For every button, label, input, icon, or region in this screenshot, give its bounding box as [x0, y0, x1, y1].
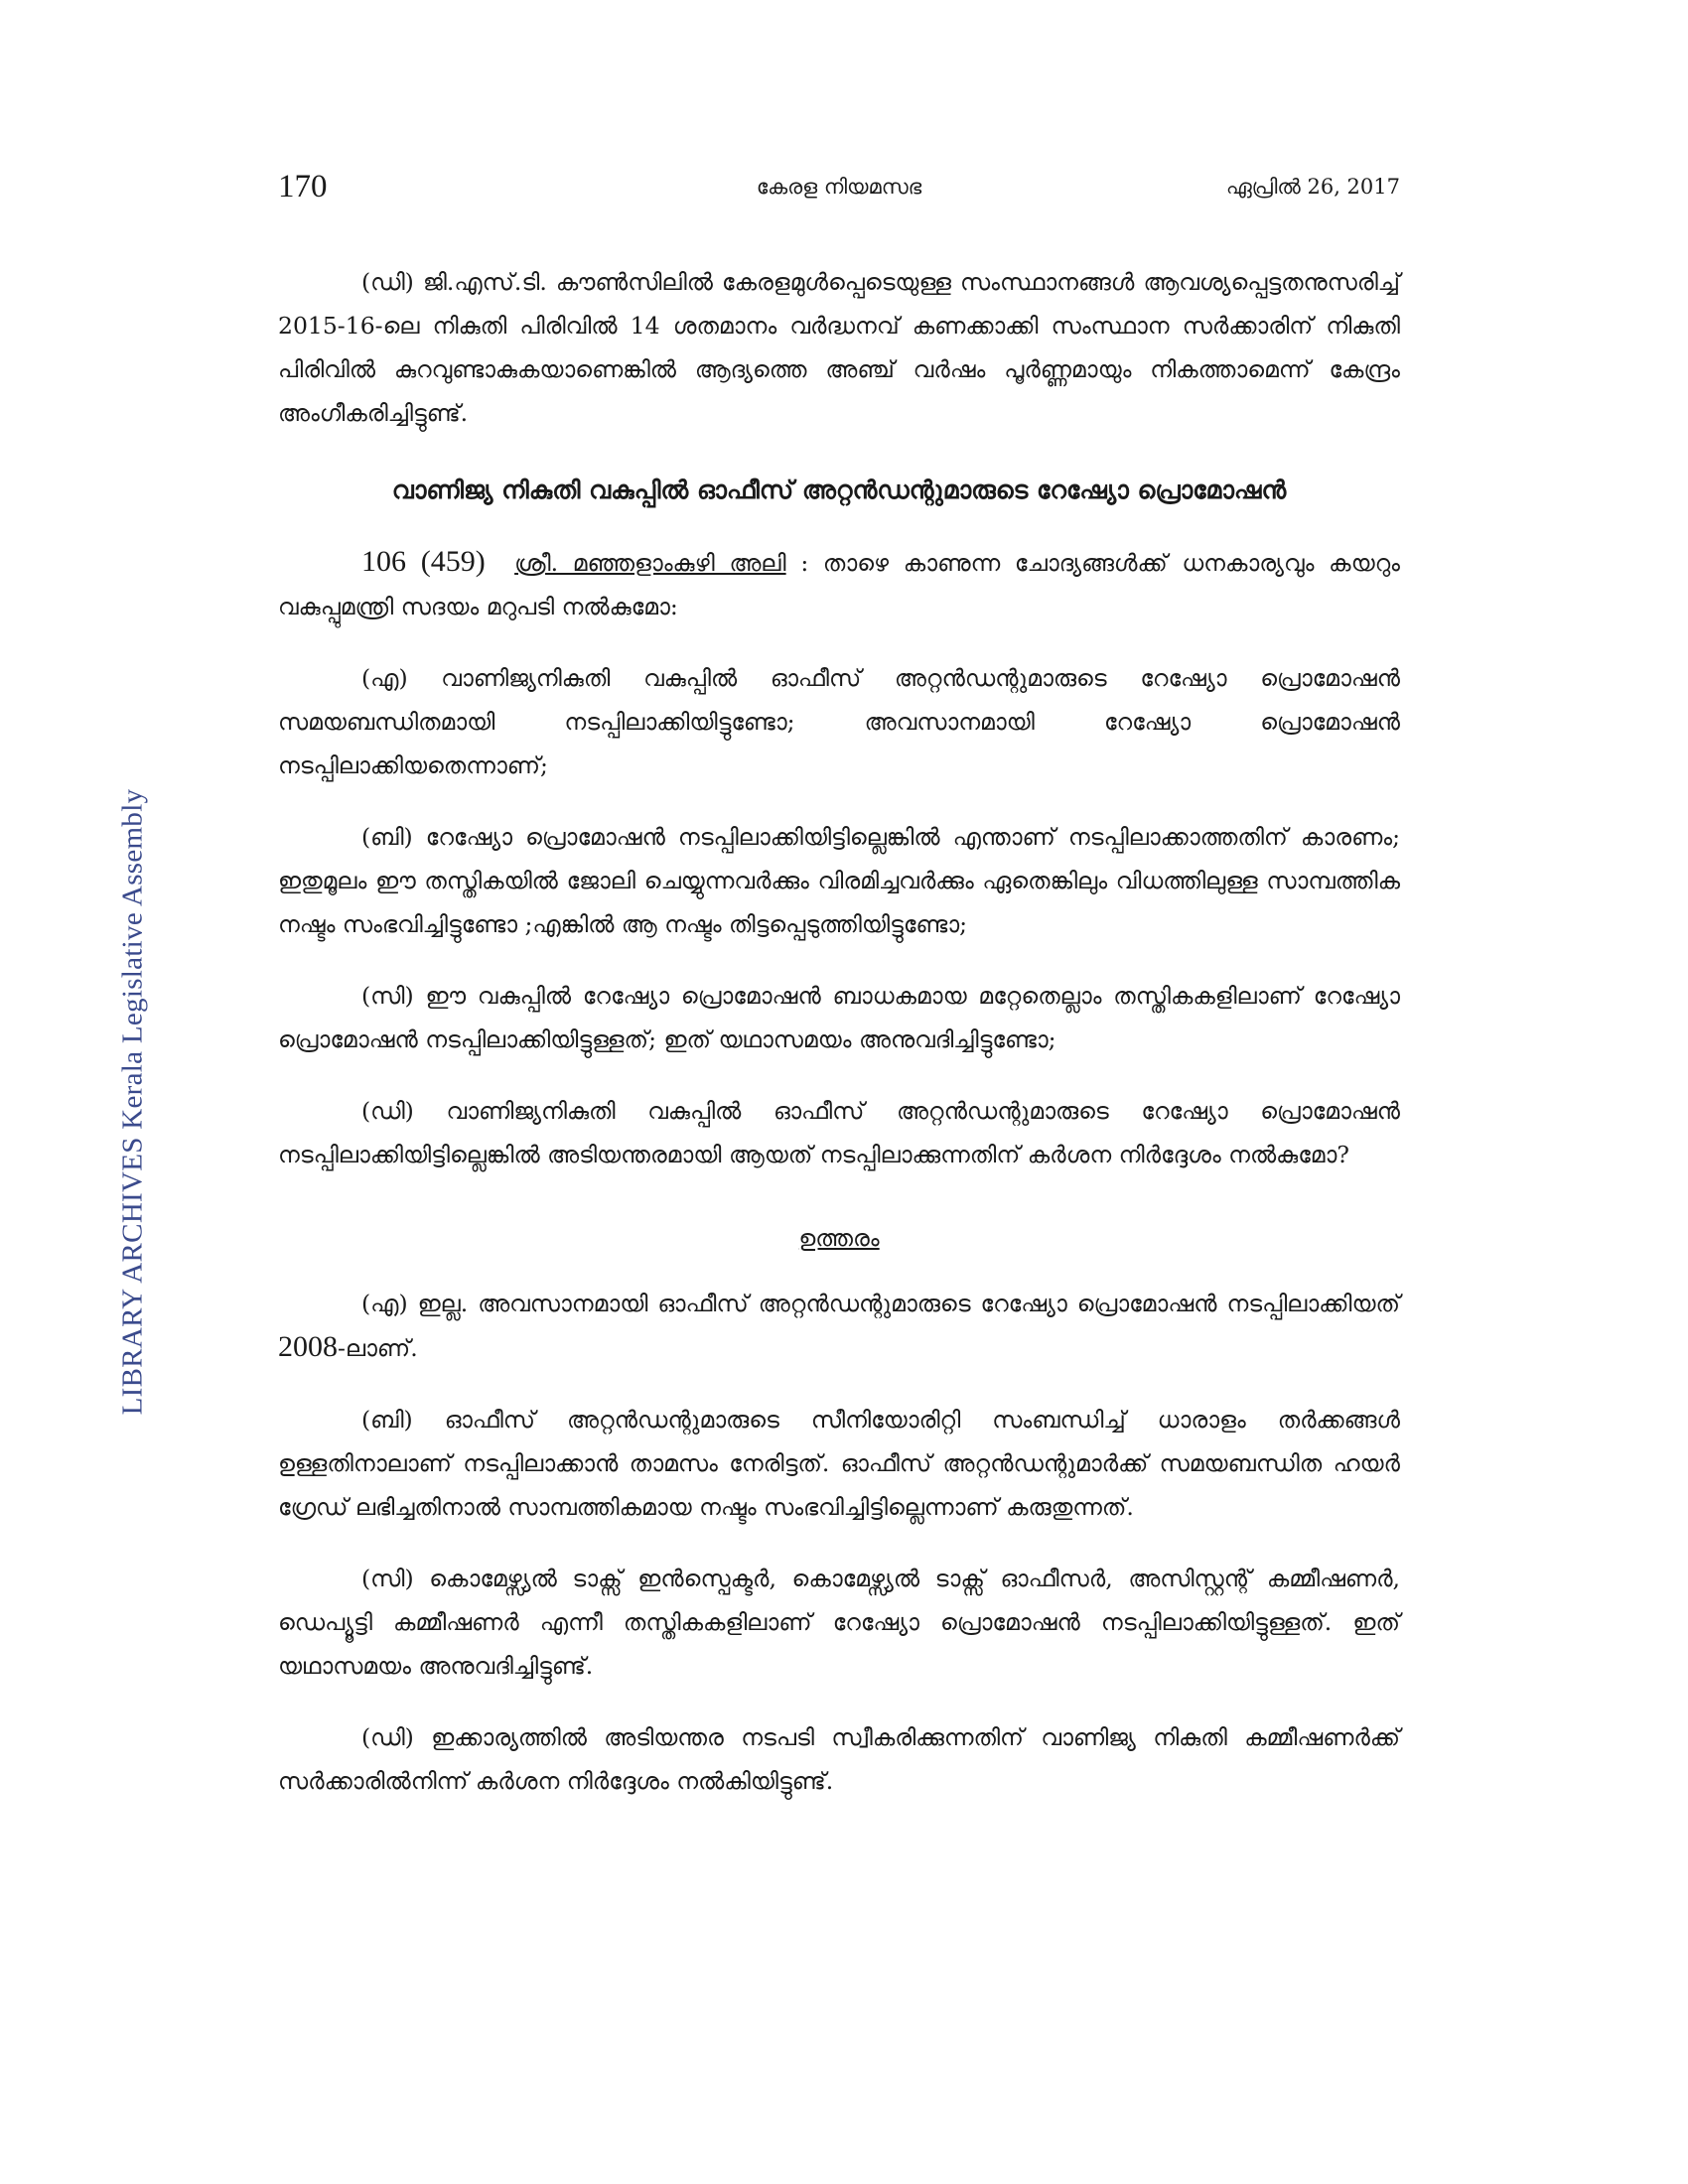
previous-answer-d: (ഡി) ജി.എസ്.ടി. കൗൺസിലിൽ കേരളമുൾപ്പെടെയുള്ള സംസ്ഥാനങ്ങൾ ആവശ്യപ്പെട്ടതനുസരിച്ച് 2015-16-ലെ നികുതി പിരിവിൽ 14 ശതമാനം വർദ്ധനവ് കണക്കാക്കി സംസ്ഥാന സർക്കാരിന് നികുതി പിരിവിൽ കുറവുണ്ടാകുകയാണെങ്കിൽ ആദ്യത്തെ അഞ്ച് വർഷം പൂർണ്ണമായും നികത്താമെന്ന് കേന്ദ്രം അംഗീകരിച്ചിട്ടുണ്ട്.: [278, 268, 1400, 427]
page-number: 170: [278, 169, 328, 205]
answer-d: (ഡി) ഇക്കാര്യത്തിൽ അടിയന്തര നടപടി സ്വീകരിക്കുന്നതിന് വാണിജ്യ നികുതി കമ്മീഷണർക്ക് സർക്കാരിൽനിന്ന് കർശന നിർദ്ദേശം നൽകിയിട്ടുണ്ട്.: [278, 1723, 1400, 1795]
running-title: കേരള നിയമസഭ: [756, 175, 922, 199]
question-number: 106 (459): [361, 545, 486, 578]
answer-a-text: (എ) ഇല്ല. അവസാനമായി ഓഫീസ് അറ്റൻഡന്റുമാരുടെ റേഷ്യോ പ്രൊമോഷൻ നടപ്പിലാക്കിയത്: [361, 1290, 1400, 1317]
member-name: ശ്രീ. മഞ്ഞളാംകുഴി അലി: [514, 549, 786, 577]
answer-a-year: 2008: [278, 1330, 338, 1363]
answer-heading: [278, 1216, 1400, 1260]
answer-b: (ബി) ഓഫീസ് അറ്റൻഡന്റുമാരുടെ സീനിയോരിറ്റി സംബന്ധിച്ച് ധാരാളം തർക്കങ്ങൾ ഉള്ളതിനാലാണ് നടപ്പിലാക്കാൻ താമസം നേരിട്ടത്. ഓഫീസ് അറ്റൻഡന്റുമാർക്ക് സമയബന്ധിത ഹയർ ഗ്രേഡ് ലഭിച്ചതിനാൽ സാമ്പത്തികമായ നഷ്ടം സംഭവിച്ചിട്ടില്ലെന്നാണ് കരുതുന്നത്.: [278, 1406, 1400, 1521]
question-c: (സി) ഈ വകുപ്പിൽ റേഷ്യോ പ്രൊമോഷൻ ബാധകമായ മറ്റേതെല്ലാം തസ്തികകളിലാണ് റേഷ്യോ പ്രൊമോഷൻ നടപ്പിലാക്കിയിട്ടുള്ളത്; ഇത് യഥാസമയം അനുവദിച്ചിട്ടുണ്ടോ;: [278, 982, 1400, 1053]
answer-heading-text: ഉത്തരം: [798, 1224, 880, 1252]
question-d: (ഡി) വാണിജ്യനികുതി വകുപ്പിൽ ഓഫീസ് അറ്റൻഡന്റുമാരുടെ റേഷ്യോ പ്രൊമോഷൻ നടപ്പിലാക്കിയിട്ടില്ലെങ്കിൽ അടിയന്തരമായി ആയത് നടപ്പിലാക്കുന്നതിന് കർശന നിർദ്ദേശം നൽകുമോ?: [278, 1097, 1400, 1168]
section-title: വാണിജ്യ നികുതി വകുപ്പിൽ ഓഫീസ് അറ്റൻഡന്റുമാരുടെ റേഷ്യോ പ്രൊമോഷൻ: [391, 476, 1287, 504]
question-intro: [278, 540, 1400, 628]
question-b: (ബി) റേഷ്യോ പ്രൊമോഷൻ നടപ്പിലാക്കിയിട്ടില്ലെങ്കിൽ എന്താണ് നടപ്പിലാക്കാത്തതിന് കാരണം; ഇതുമൂലം ഈ തസ്തികയിൽ ജോലി ചെയ്യുന്നവർക്കും വിരമിച്ചവർക്കും ഏതെങ്കിലും വിധത്തിലുള്ള സാമ്പത്തിക നഷ്ടം സംഭവിച്ചിട്ടുണ്ടോ ;എങ്കിൽ ആ നഷ്ടം തിട്ടപ്പെടുത്തിയിട്ടുണ്ടോ;: [278, 823, 1400, 938]
archive-watermark: LIBRARY ARCHIVES Kerala Legislative Assembly: [116, 788, 149, 1416]
page-body: [278, 260, 1400, 1831]
answer-a-suffix: -ലാണ്.: [338, 1334, 418, 1362]
question-a: (എ) വാണിജ്യനികുതി വകുപ്പിൽ ഓഫീസ് അറ്റൻഡന്റുമാരുടെ റേഷ്യോ പ്രൊമോഷൻ സമയബന്ധിതമായി നടപ്പിലാക്കിയിട്ടുണ്ടോ; അവസാനമായി റേഷ്യോ പ്രൊമോഷൻ നടപ്പിലാക്കിയതെന്നാണ്;: [278, 664, 1400, 779]
header-date: ഏപ്രിൽ 26, 2017: [1225, 175, 1400, 199]
answer-c: (സി) കൊമേഴ്സ്യൽ ടാക്സ് ഇൻസ്പെക്ടർ, കൊമേഴ്സ്യൽ ടാക്സ് ഓഫീസർ, അസിസ്റ്റന്റ് കമ്മീഷണർ, ഡെപ്യൂട്ടി കമ്മീഷണർ എന്നീ തസ്തികകളിലാണ് റേഷ്യോ പ്രൊമോഷൻ നടപ്പിലാക്കിയിട്ടുള്ളത്. ഇത് യഥാസമയം അനുവദിച്ചിട്ടുണ്ട്.: [278, 1565, 1400, 1680]
page-header: [278, 169, 1400, 208]
question-intro-text: : താഴെ കാണുന്ന ചോദ്യങ്ങൾക്ക് ധനകാര്യവും കയറും വകുപ്പുമന്ത്രി സദയം മറുപടി നൽകുമോ:: [278, 549, 1400, 620]
answer-a: [278, 1282, 1400, 1370]
